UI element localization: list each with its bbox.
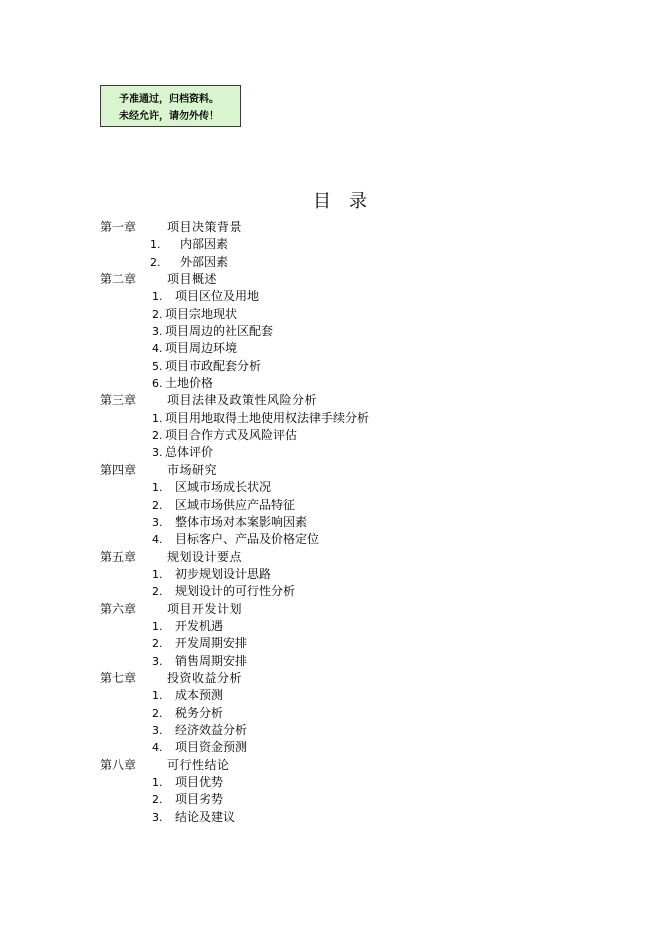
toc-item-number: 3. (152, 325, 163, 339)
chapter-label: 第三章 (100, 393, 137, 408)
toc-item-number: 2. (152, 793, 163, 807)
toc-item-row (100, 514, 600, 531)
toc-chapter-row (100, 549, 600, 566)
toc-item-row (100, 635, 600, 652)
toc-chapter-row (100, 219, 600, 236)
toc-item-number: 2. (152, 307, 163, 321)
toc-item-text: 项目周边的社区配套 (165, 324, 274, 339)
notice-line-1: 予准通过，归档资料。 (119, 94, 219, 105)
toc-item-number: 1. (152, 567, 163, 581)
toc-item-row (100, 531, 600, 548)
toc-item-text: 开发机遇 (175, 618, 224, 633)
toc-item-row (100, 288, 600, 305)
toc-chapter-row (100, 392, 600, 409)
chapter-title: 项目法律及政策性风险分析 (167, 393, 318, 408)
toc-item-row (100, 722, 600, 739)
confidential-notice-box (100, 85, 241, 127)
toc-item-number: 1. (150, 238, 161, 252)
toc-chapter-row (100, 757, 600, 774)
chapter-label: 第八章 (100, 757, 137, 772)
toc-item-number: 6. (152, 377, 163, 391)
toc-item-number: 2. (152, 637, 163, 651)
chapter-title: 可行性结论 (167, 757, 230, 772)
toc-chapter-row (100, 670, 600, 687)
toc-item-text: 规划设计的可行性分析 (175, 584, 296, 599)
chapter-title: 项目概述 (167, 272, 218, 287)
toc-item-text: 区域市场供应产品特征 (175, 497, 296, 512)
toc-item-row (100, 791, 600, 808)
toc-item-number: 3. (152, 446, 163, 460)
toc-item-row (100, 410, 600, 427)
toc-item-text: 目标客户、产品及价格定位 (175, 532, 320, 547)
chapter-label: 第五章 (100, 549, 137, 564)
toc-item-text: 项目劣势 (175, 792, 224, 807)
toc-item-text: 整体市场对本案影响因素 (175, 514, 308, 529)
toc-item-row (100, 427, 600, 444)
toc-item-number: 1. (152, 481, 163, 495)
toc-item-text: 税务分析 (175, 705, 224, 720)
toc-item-row (100, 479, 600, 496)
toc-item-row (100, 618, 600, 635)
toc-item-row (100, 236, 600, 253)
toc-item-row (100, 254, 600, 271)
toc-item-text: 项目优势 (175, 775, 224, 789)
toc-chapter-row (100, 601, 600, 618)
chapter-title: 项目决策背景 (167, 220, 243, 234)
chapter-title: 项目开发计划 (167, 601, 243, 616)
toc-item-number: 4. (152, 741, 163, 755)
toc-chapter-row (100, 462, 600, 479)
toc-item-number: 3. (152, 810, 163, 824)
toc-item-row (100, 687, 600, 704)
chapter-title: 规划设计要点 (167, 549, 243, 564)
toc-item-text: 项目宗地现状 (165, 306, 238, 321)
toc-item-text: 总体评价 (165, 445, 214, 460)
toc-item-number: 5. (152, 359, 163, 373)
toc-item-row (100, 566, 600, 583)
toc-item-number: 1. (152, 776, 163, 789)
toc-item-text: 项目用地取得土地使用权法律手续分析 (165, 410, 370, 425)
toc-item-number: 2. (152, 706, 163, 720)
toc-item-row (100, 323, 600, 340)
toc-item-number: 4. (152, 533, 163, 547)
toc-item-row (100, 583, 600, 600)
toc-item-number: 3. (152, 515, 163, 529)
toc-item-row (100, 358, 600, 375)
toc-title: 目录 (313, 191, 385, 212)
toc-item-text: 结论及建议 (175, 809, 236, 824)
chapter-label: 第六章 (100, 601, 137, 616)
table-of-contents (100, 219, 600, 826)
toc-item-number: 1. (152, 689, 163, 703)
chapter-title: 投资收益分析 (167, 670, 243, 685)
toc-item-number: 2. (150, 255, 161, 269)
toc-item-row (100, 705, 600, 722)
chapter-label: 第二章 (100, 272, 137, 287)
toc-item-text: 开发周期安排 (175, 636, 248, 651)
toc-item-text: 土地价格 (165, 376, 214, 391)
chapter-label: 第四章 (100, 462, 137, 477)
toc-chapter-row (100, 271, 600, 288)
notice-line-2: 未经允许，请勿外传！ (119, 111, 219, 122)
toc-item-text: 项目资金预测 (175, 740, 248, 755)
toc-item-number: 1. (152, 619, 163, 633)
toc-item-row (100, 497, 600, 514)
toc-item-row (100, 375, 600, 392)
toc-item-text: 项目区位及用地 (175, 289, 260, 304)
toc-item-text: 项目合作方式及风险评估 (165, 428, 298, 443)
chapter-title: 市场研究 (167, 462, 218, 477)
toc-item-number: 4. (152, 342, 163, 356)
toc-item-number: 1. (152, 411, 163, 425)
toc-item-text: 初步规划设计思路 (175, 566, 272, 581)
toc-item-number: 2. (152, 585, 163, 599)
toc-item-number: 1. (152, 290, 163, 304)
toc-item-row (100, 653, 600, 670)
toc-item-number: 3. (152, 723, 163, 737)
toc-item-text: 内部因素 (180, 237, 229, 252)
toc-item-row (100, 739, 600, 756)
toc-item-number: 3. (152, 654, 163, 668)
toc-item-number: 2. (152, 498, 163, 512)
toc-item-text: 外部因素 (180, 254, 229, 269)
toc-item-text: 项目周边环境 (165, 341, 238, 356)
toc-item-row (100, 306, 600, 323)
toc-item-text: 区域市场成长状况 (175, 480, 272, 495)
toc-item-number: 2. (152, 429, 163, 443)
toc-item-text: 销售周期安排 (175, 653, 248, 668)
toc-item-text: 经济效益分析 (175, 722, 248, 737)
toc-item-text: 项目市政配套分析 (165, 358, 262, 373)
toc-item-row (100, 444, 600, 461)
chapter-label: 第七章 (100, 670, 137, 685)
toc-item-row (100, 340, 600, 357)
toc-item-row (100, 774, 600, 791)
chapter-label: 第一章 (100, 220, 137, 234)
toc-item-row (100, 809, 600, 826)
toc-item-text: 成本预测 (175, 688, 224, 703)
